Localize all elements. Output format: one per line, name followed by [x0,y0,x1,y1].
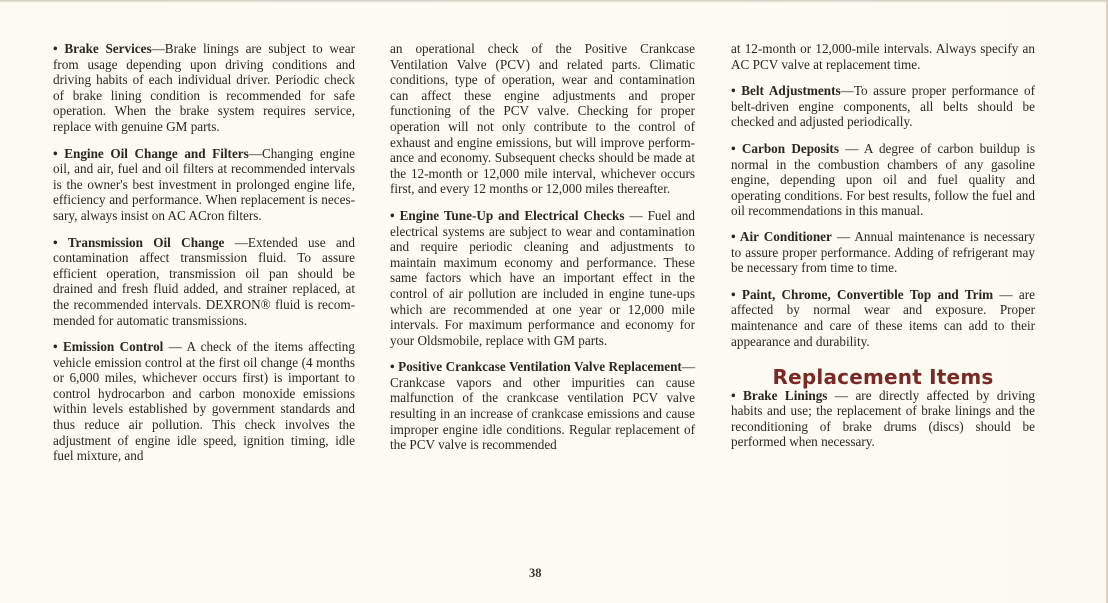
paragraph-body: — A degree of carbon buildup is normal in the combustion chambers of any gasoline engine, depending upon oil and fuel quality and operating conditions. For best results, follow the fuel and oil recommendations in this manual. [731,140,1035,219]
bullet-icon: • [53,339,63,355]
bullet-icon: • [53,145,65,161]
paragraph-body: at 12-month or 12,000-mile intervals. Always specify an AC PCV valve at replacement time. [731,41,1035,72]
paragraph-body: — are affected by normal wear and exposure. Proper maintenance and care of these items can add to their appearance and durability. [731,286,1035,349]
paragraph-belt-adjustments [731,83,1035,130]
paragraph-engine-oil-change [53,146,355,224]
bullet-icon: • [390,207,400,223]
bullet-icon: • [731,83,742,99]
bullet-icon: • [731,140,742,156]
paragraph-lead: Paint, Chrome, Convertible Top and Trim [741,286,994,302]
bullet-icon: • [731,286,742,302]
page-top-edge [0,0,1108,3]
paragraph-lead: Brake Linings [743,387,828,403]
paragraph-air-conditioner [731,229,1035,276]
section-heading-replacement-items: Replacement Items [772,365,994,390]
text-column-2 [390,41,695,464]
bullet-icon: • [731,387,744,403]
paragraph-body: —Extended use and contamination affect transmission fluid. To assure efficient operation, transmission oil pan should be drained and fresh fluid added, and strainer replaced, at the recommended intervals. DEXRON® fluid is recommended for automatic transmissions. [53,234,355,328]
paragraph-lead: Brake Services [64,41,152,56]
paragraph-body: —To assure proper performance of belt-driven engine components, all belts should be checked and adjusted periodically. [731,83,1035,130]
paragraph-body: — are directly affected by driving habits and use; the replacement of brake linings and the reconditioning of brake drums (discs) should be performed when necessary. [731,387,1036,450]
page-number: 38 [529,566,542,580]
paragraph-lead: Carbon Deposits [741,140,839,156]
paragraph-body: —Crankcase vapors and other impurities can cause malfunction of the crankcase ventilation PCV valve resulting in an increase of crankcase emissions and cause improper engine idle conditions. Regular replacement of the PCV valve is recommended [390,359,695,453]
paragraph-lead: Emission Control [62,339,164,355]
paragraph-lead: Air Conditioner [739,228,832,244]
paragraph-lead: Belt Adjustments [741,83,841,99]
paragraph-lead: Engine Tune-Up and Electrical Checks [399,207,625,223]
paragraph-emission-control [53,339,355,464]
paragraph-pcv-continued [731,41,1035,72]
paragraph-body: — Fuel and electrical systems are subject to wear and contamination and require periodic cleaning and adjustments to maintain maximum economy and performance. These same factors which have an important effect in the control of air pollution are included in engine tune-ups which are recommended at one year or 12,000 mile intervals. For maximum performance and economy for your Oldsmobile, replace with GM parts. [390,207,695,348]
paragraph-body: —Changing engine oil, and air, fuel and oil filters at recommended intervals is the owner's best investment in prolonged engine life, efficiency and performance. When replacement is necessary, always insist on AC ACron filters. [53,145,355,223]
paragraph-brake-services [53,41,355,135]
paragraph-body: —Brake linings are subject to wear from usage depending upon driving conditions and driving habits of each individual driver. Periodic check of brake lining condition is recommended for safe operation. When the brake system requires service, replace with genuine GM parts. [53,41,355,134]
paragraph-lead: Positive Crankcase Ventilation Valve Replacement [398,359,682,375]
bullet-icon: • [53,41,65,56]
paragraph-body: — Annual maintenance is necessary to assure proper performance. Adding of refrigerant may be necessary from time to time. [731,228,1035,276]
paragraph-brake-linings [731,388,1035,450]
bullet-icon: • [53,234,68,250]
paragraph-pcv-valve-replacement [390,359,695,453]
paragraph-paint-chrome-trim [731,287,1035,349]
paragraph-emission-control-continued [390,41,695,197]
bullet-icon: • [390,359,399,375]
bullet-icon: • [731,228,740,244]
paragraph-body: — A check of the items affecting vehicle emission control at the first oil change (4 months or 6,000 miles, whichever occurs first) is important to control hydrocarbon and carbon monoxide emissions within levels established by government standards and thus reduce air pollution. This check involves the adjustment of engine idle speed, ignition timing, idle fuel mixture, and [53,339,355,464]
text-column-1 [53,41,355,475]
paragraph-lead: Engine Oil Change and Filters [64,145,249,161]
paragraph-body: an operational check of the Positive Crankcase Ventilation Valve (PCV) and related parts. Climatic conditions, type of operation, wear and contamination can affect these engine adjustments and proper functioning of the PCV valve. Checking for proper operation will not only contribute to the control of exhaust and engine emissions, but will improve performance and economy. Subsequent checks should be made at the 12-month or 12,000 mile interval, whichever occurs first, and every 12 months or 12,000 miles thereafter. [390,41,695,197]
paragraph-engine-tune-up [390,208,695,348]
paragraph-carbon-deposits [731,141,1035,219]
paragraph-lead: Transmission Oil Change [67,234,225,250]
text-column-3 [731,41,1035,461]
paragraph-transmission-oil-change [53,235,355,329]
